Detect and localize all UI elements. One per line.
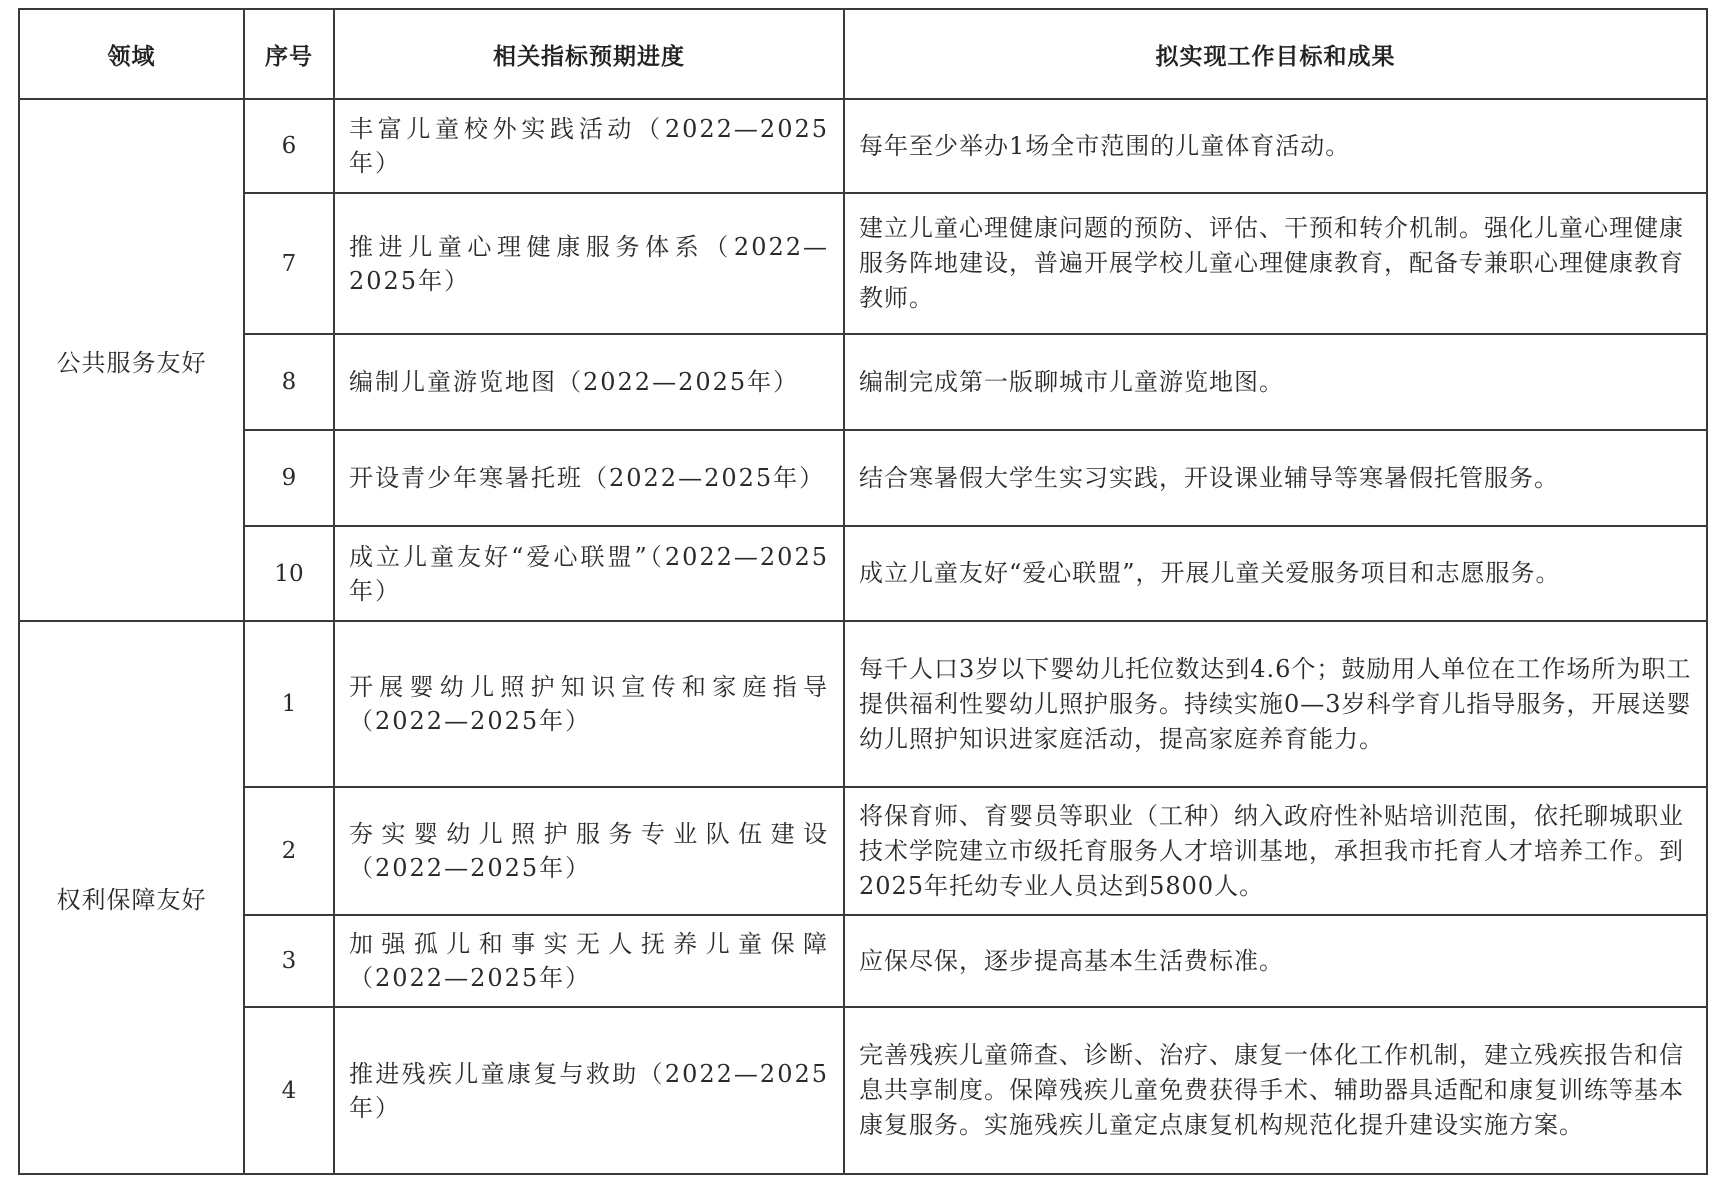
table-row (19, 430, 1707, 526)
domain-cell: 公共服务友好 (19, 99, 244, 621)
indicator-cell: 推进残疾儿童康复与救助（2022—2025年） (334, 1007, 844, 1174)
indicator-cell: 开设青少年寒暑托班（2022—2025年） (334, 430, 844, 526)
seq-cell: 6 (244, 99, 334, 193)
goal-cell: 每年至少举办1场全市范围的儿童体育活动。 (844, 99, 1707, 193)
table-row (19, 99, 1707, 193)
table-row (19, 621, 1707, 787)
plan-table-container (18, 8, 1708, 1173)
table-row (19, 1007, 1707, 1174)
indicator-cell: 丰富儿童校外实践活动（2022—2025年） (334, 99, 844, 193)
goal-cell: 建立儿童心理健康问题的预防、评估、干预和转介机制。强化儿童心理健康服务阵地建设，普遍开展学校儿童心理健康教育，配备专兼职心理健康教育教师。 (844, 193, 1707, 334)
seq-cell: 3 (244, 915, 334, 1007)
indicator-cell: 成立儿童友好“爱心联盟”（2022—2025年） (334, 526, 844, 621)
goal-cell: 编制完成第一版聊城市儿童游览地图。 (844, 334, 1707, 430)
table-row (19, 526, 1707, 621)
table-row (19, 193, 1707, 334)
header-seq: 序号 (244, 9, 334, 99)
goal-cell: 将保育师、育婴员等职业（工种）纳入政府性补贴培训范围，依托聊城职业技术学院建立市级托育服务人才培训基地，承担我市托育人才培养工作。到2025年托幼专业人员达到5800人。 (844, 787, 1707, 915)
goal-cell: 成立儿童友好“爱心联盟”，开展儿童关爱服务项目和志愿服务。 (844, 526, 1707, 621)
goal-cell: 结合寒暑假大学生实习实践，开设课业辅导等寒暑假托管服务。 (844, 430, 1707, 526)
seq-cell: 1 (244, 621, 334, 787)
goal-cell: 每千人口3岁以下婴幼儿托位数达到4.6个；鼓励用人单位在工作场所为职工提供福利性婴幼儿照护服务。持续实施0—3岁科学育儿指导服务，开展送婴幼儿照护知识进家庭活动，提高家庭养育能力。 (844, 621, 1707, 787)
seq-cell: 10 (244, 526, 334, 621)
table-row (19, 787, 1707, 915)
seq-cell: 2 (244, 787, 334, 915)
indicator-cell: 编制儿童游览地图（2022—2025年） (334, 334, 844, 430)
indicator-cell: 夯实婴幼儿照护服务专业队伍建设（2022—2025年） (334, 787, 844, 915)
indicator-cell: 推进儿童心理健康服务体系（2022—2025年） (334, 193, 844, 334)
header-row (19, 9, 1707, 99)
indicator-cell: 加强孤儿和事实无人抚养儿童保障（2022—2025年） (334, 915, 844, 1007)
seq-cell: 4 (244, 1007, 334, 1174)
seq-cell: 9 (244, 430, 334, 526)
plan-table (18, 8, 1708, 1175)
seq-cell: 8 (244, 334, 334, 430)
table-row (19, 334, 1707, 430)
domain-cell: 权利保障友好 (19, 621, 244, 1174)
header-goal: 拟实现工作目标和成果 (844, 9, 1707, 99)
table-row (19, 915, 1707, 1007)
seq-cell: 7 (244, 193, 334, 334)
goal-cell: 应保尽保，逐步提高基本生活费标准。 (844, 915, 1707, 1007)
header-domain: 领域 (19, 9, 244, 99)
goal-cell: 完善残疾儿童筛查、诊断、治疗、康复一体化工作机制，建立残疾报告和信息共享制度。保障残疾儿童免费获得手术、辅助器具适配和康复训练等基本康复服务。实施残疾儿童定点康复机构规范化提升建设实施方案。 (844, 1007, 1707, 1174)
indicator-cell: 开展婴幼儿照护知识宣传和家庭指导（2022—2025年） (334, 621, 844, 787)
header-indicator: 相关指标预期进度 (334, 9, 844, 99)
